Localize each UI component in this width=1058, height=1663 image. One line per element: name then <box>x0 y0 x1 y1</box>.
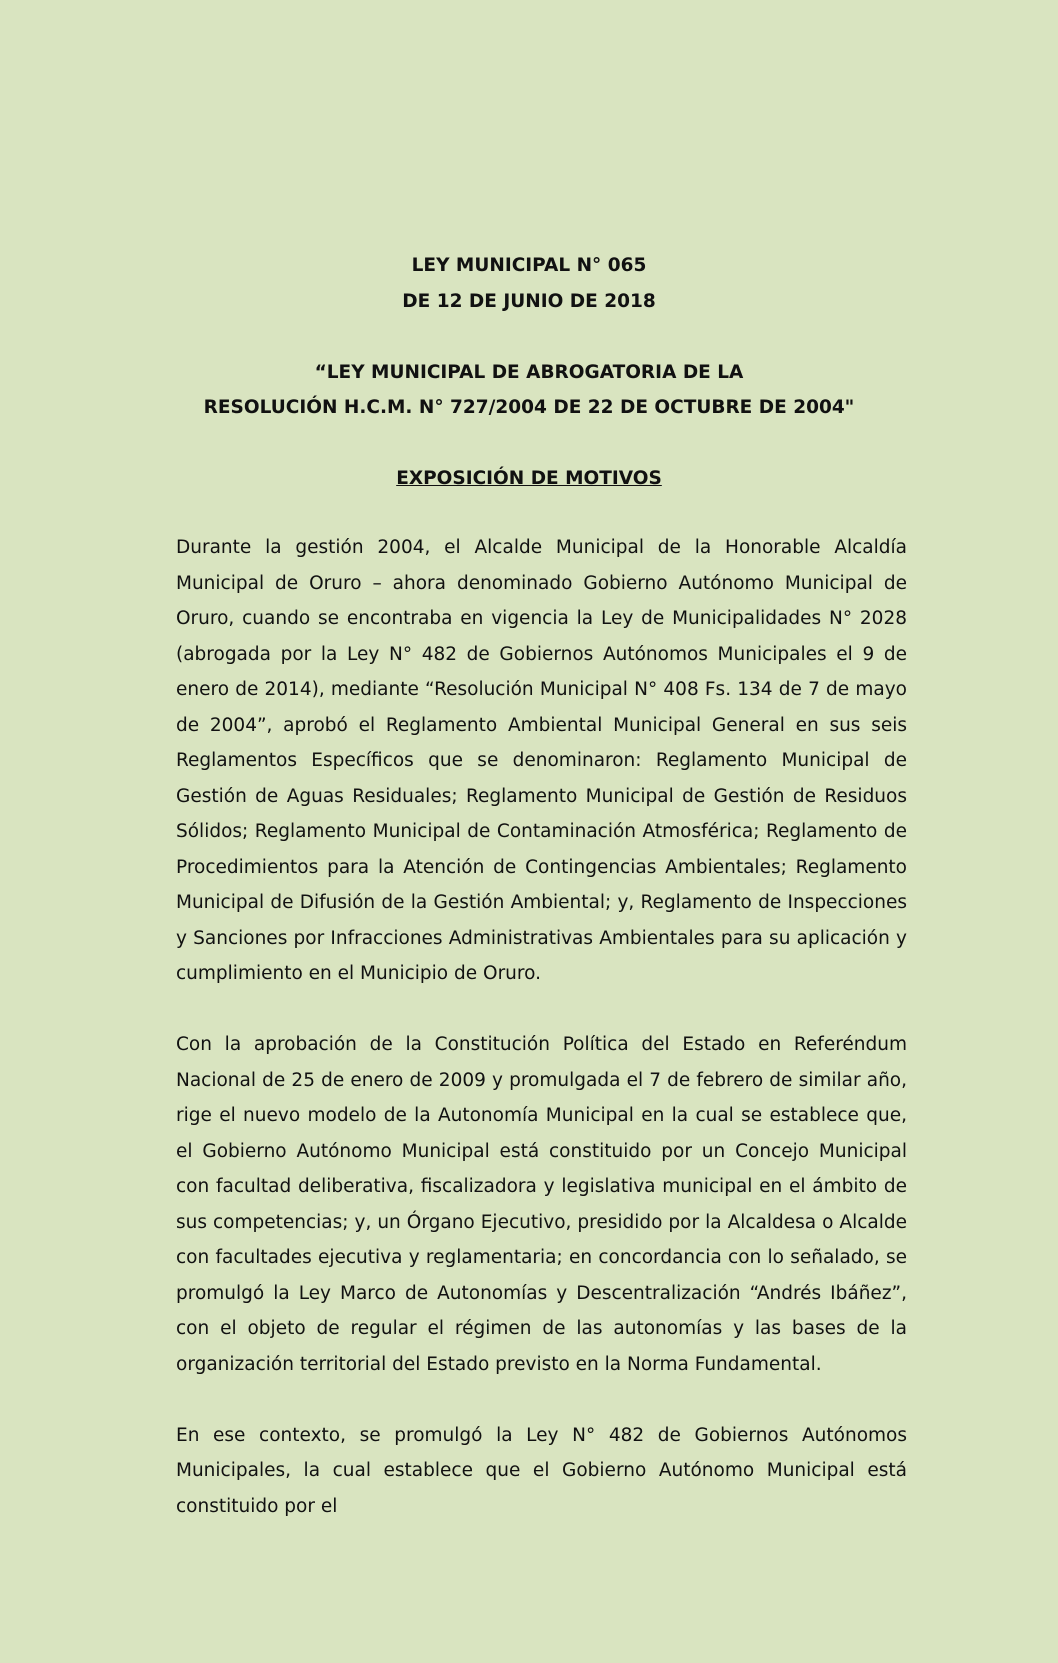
paragraph: Con la aprobación de la Constitución Política del Estado en Referéndum Nacional de 25 de enero de 2009 y promulgada el 7 de febrero de similar año, rige el nuevo modelo de la Autonomía Municipal en la cual se establece que, el Gobierno Autónomo Municipal está constituido por un Concejo Municipal con facultad deliberativa, fiscalizadora y legislativa municipal en el ámbito de sus competencias; y, un Órgano Ejecutivo, presidido por la Alcaldesa o Alcalde con facultades ejecutiva y reglamentaria; en concordancia con lo señalado, se promulgó la Ley Marco de Autonomías y Descentralización “Andrés Ibáñez”, con el objeto de regular el régimen de las autonomías y las bases de la organización territorial del Estado previsto en la Norma Fundamental. <box>176 1034 907 1375</box>
law-title-line-1: “LEY MUNICIPAL DE ABROGATORIA DE LA <box>314 361 744 383</box>
document-body <box>176 530 907 1524</box>
document-header <box>0 248 1058 497</box>
header-spacer <box>0 319 1058 355</box>
law-date: DE 12 DE JUNIO DE 2018 <box>402 290 656 312</box>
paragraph: En ese contexto, se promulgó la Ley N° 482 de Gobiernos Autónomos Municipales, la cual establece que el Gobierno Autónomo Municipal está constituido por el <box>176 1424 907 1517</box>
paragraph: Durante la gestión 2004, el Alcalde Municipal de la Honorable Alcaldía Municipal de Oruro – ahora denominado Gobierno Autónomo Municipal de Oruro, cuando se encontraba en vigencia la Ley de Municipalidades N° 2028 (abrogada por la Ley N° 482 de Gobiernos Autónomos Municipales el 9 de enero de 2014), mediante “Resolución Municipal N° 408 Fs. 134 de 7 de mayo de 2004”, aprobó el Reglamento Ambiental Municipal General en sus seis Reglamentos Específicos que se denominaron: Reglamento Municipal de Gestión de Aguas Residuales; Reglamento Municipal de Gestión de Residuos Sólidos; Reglamento Municipal de Contaminación Atmosférica; Reglamento de Procedimientos para la Atención de Contingencias Ambientales; Reglamento Municipal de Difusión de la Gestión Ambiental; y, Reglamento de Inspecciones y Sanciones por Infracciones Administrativas Ambientales para su aplicación y cumplimiento en el Municipio de Oruro. <box>176 537 907 984</box>
law-title-line-2: RESOLUCIÓN H.C.M. N° 727/2004 DE 22 DE OCTUBRE DE 2004" <box>203 397 855 418</box>
section-title-wrapper <box>0 461 1058 497</box>
header-spacer <box>0 426 1058 462</box>
section-title: EXPOSICIÓN DE MOTIVOS <box>396 468 662 489</box>
law-number: LEY MUNICIPAL N° 065 <box>411 255 647 276</box>
